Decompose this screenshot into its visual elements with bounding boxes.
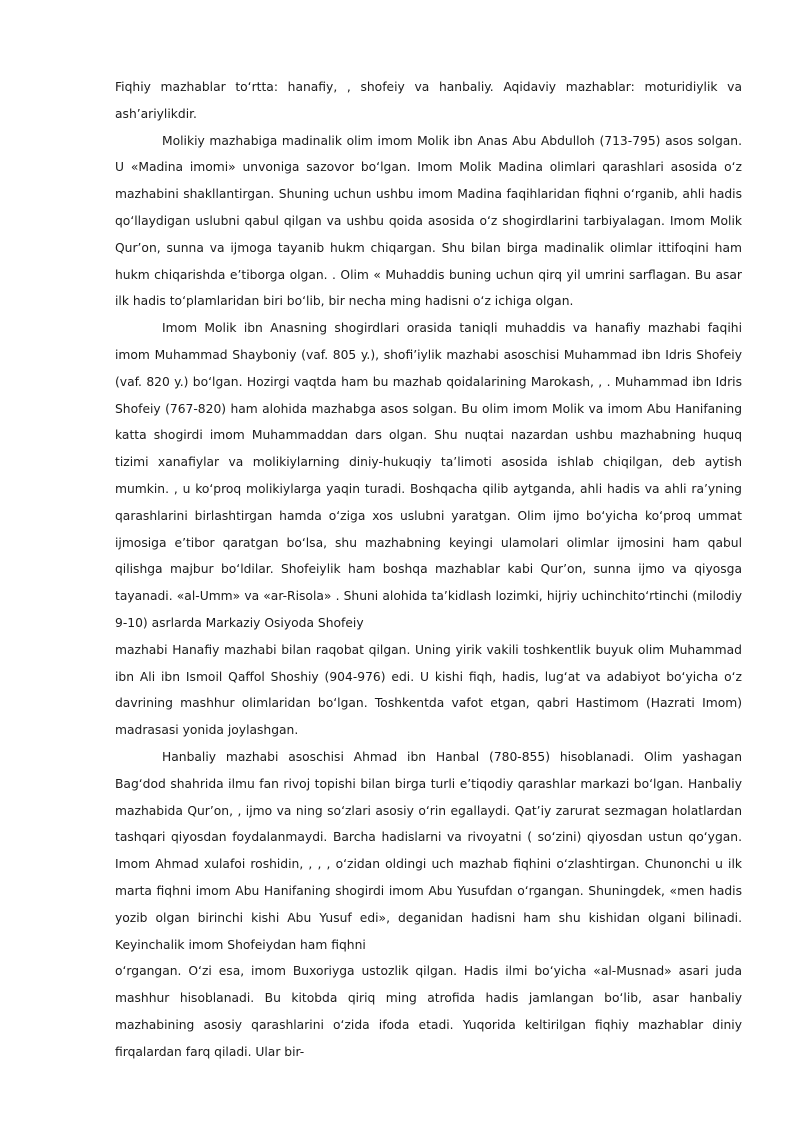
paragraph-molikiy: Molikiy mazhabiga madinalik olim imom Molik ibn Anas Abu Abdulloh (713-795) asos solgan. U «Madina imomi» unvoniga sazovor bo‘lgan. Imom Molik Madina olimlari qarashlari asosida o‘z mazhabini shakllantirgan. Shuning uchun ushbu imom Madina faqihlaridan fiqhni o‘rganib, ahli hadis qo‘llaydigan uslubni qabul qilgan va ushbu qoida asosida o‘z shogirdlarini tarbiyalagan. Imom Molik Qur’on, sunna va ijmoga tayanib hukm chiqargan. Shu bilan birga madinalik olimlar ittifoqini ham hukm chiqarishda e’tiborga olgan. . Olim « Muhaddis buning uchun qirq yil umrini sarflagan. Bu asar ilk hadis to‘plamlaridan biri bo‘lib, bir necha ming hadisni o‘z ichiga olgan.	[115, 133, 742, 309]
paragraph-hanbaliy-continued: o‘rgangan. O‘zi esa, imom Buxoriyga ustozlik qilgan. Hadis ilmi bo‘yicha «al-Musnad» asari juda mashhur hisoblanadi. Bu kitobda qiriq ming atrofida hadis jamlangan bo‘lib, asar hanbaliy mazhabining asosiy qarashlarini o‘zida ifoda etadi. Yuqorida keltirilgan fiqhiy mazhablar diniy firqalardan farq qiladi. Ular bir-	[115, 964, 742, 1059]
paragraph-hanbaliy: Hanbaliy mazhabi asoschisi Ahmad ibn Hanbal (780-855) hisoblanadi. Olim yashagan Bag‘dod shahrida ilmu fan rivoj topishi bilan birga turli e’tiqodiy qarashlar markazi bo‘lgan. Hanbaliy mazhabida Qur’on, , ijmo va ning so‘zlari asosiy o‘rin egallaydi. Qat’iy zarurat sezmagan holatlardan tashqari qiyosdan foydalanmaydi. Barcha hadislarni va rivoyatni ( so‘zini) qiyosdan ustun qo‘ygan. Imom Ahmad xulafoi roshidin, , , , o‘zidan oldingi uch mazhab fiqhini o‘zlashtirgan. Chunonchi u ilk marta fiqhni imom Abu Hanifaning shogirdi imom Abu Yusufdan o‘rgangan. Shuningdek, «men hadis yozib olgan birinchi kishi Abu Yusuf edi», deganidan hadisni ham shu kishidan olgani bilinadi. Keyinchalik imom Shofeiydan ham fiqhni	[115, 749, 742, 952]
paragraph-shofeiy: Imom Molik ibn Anasning shogirdlari orasida taniqli muhaddis va hanafiy mazhabi faqihi imom Muhammad Shayboniy (vaf. 805 y.), shofi’iylik mazhabi asoschisi Muhammad ibn Idris Shofeiy (vaf. 820 y.) bo‘lgan. Hozirgi vaqtda ham bu mazhab qoidalarining Marokash, , . Muhammad ibn Idris Shofeiy (767-820) ham alohida mazhabga asos solgan. Bu olim imom Molik va imom Abu Hanifaning katta shogirdi imom Muhammaddan dars olgan. Shu nuqtai nazardan ushbu mazhabning huquq tizimi xanafiylar va molikiylarning diniy-hukuqiy ta’limoti asosida ishlab chiqilgan, deb aytish mumkin. , u ko‘proq molikiylarga yaqin turadi. Boshqacha qilib aytganda, ahli hadis va ahli ra’yning qarashlarini birlashtirgan hamda o‘ziga xos uslubni yaratgan. Olim ijmo bo‘yicha ko‘proq ummat ijmosiga e’tibor qaratgan bo‘lsa, shu mazhabning keyingi ulamolari olimlar ijmosini ham qabul qilishga majbur bo‘ldilar. Shofeiylik ham boshqa mazhablar kabi Qur’on, sunna ijmo va qiyosga tayanadi. «al-Umm» va «ar-Risola» . Shuni alohida ta’kidlash lozimki, hijriy uchinchito‘rtinchi (milodiy 9-10) asrlarda Markaziy Osiyoda Shofeiy	[115, 321, 742, 630]
paragraph-mazhablar-intro: Fiqhiy mazhablar to‘rtta: hanafiy, , shofeiy va hanbaliy. Aqidaviy mazhablar: moturidiylik va ash’ariylikdir.	[115, 80, 742, 121]
paragraph-shofeiy-continued: mazhabi Hanafiy mazhabi bilan raqobat qilgan. Uning yirik vakili toshkentlik buyuk olim Muhammad ibn Ali ibn Ismoil Qaffol Shoshiy (904-976) edi. U kishi fiqh, hadis, lug‘at va adabiyot bo‘yicha o‘z davrining mashhur olimlaridan bo‘lgan. Toshkentda vafot etgan, qabri Hastimom (Hazrati Imom) madrasasi yonida joylashgan.	[115, 642, 742, 738]
document-body	[115, 74, 742, 1065]
